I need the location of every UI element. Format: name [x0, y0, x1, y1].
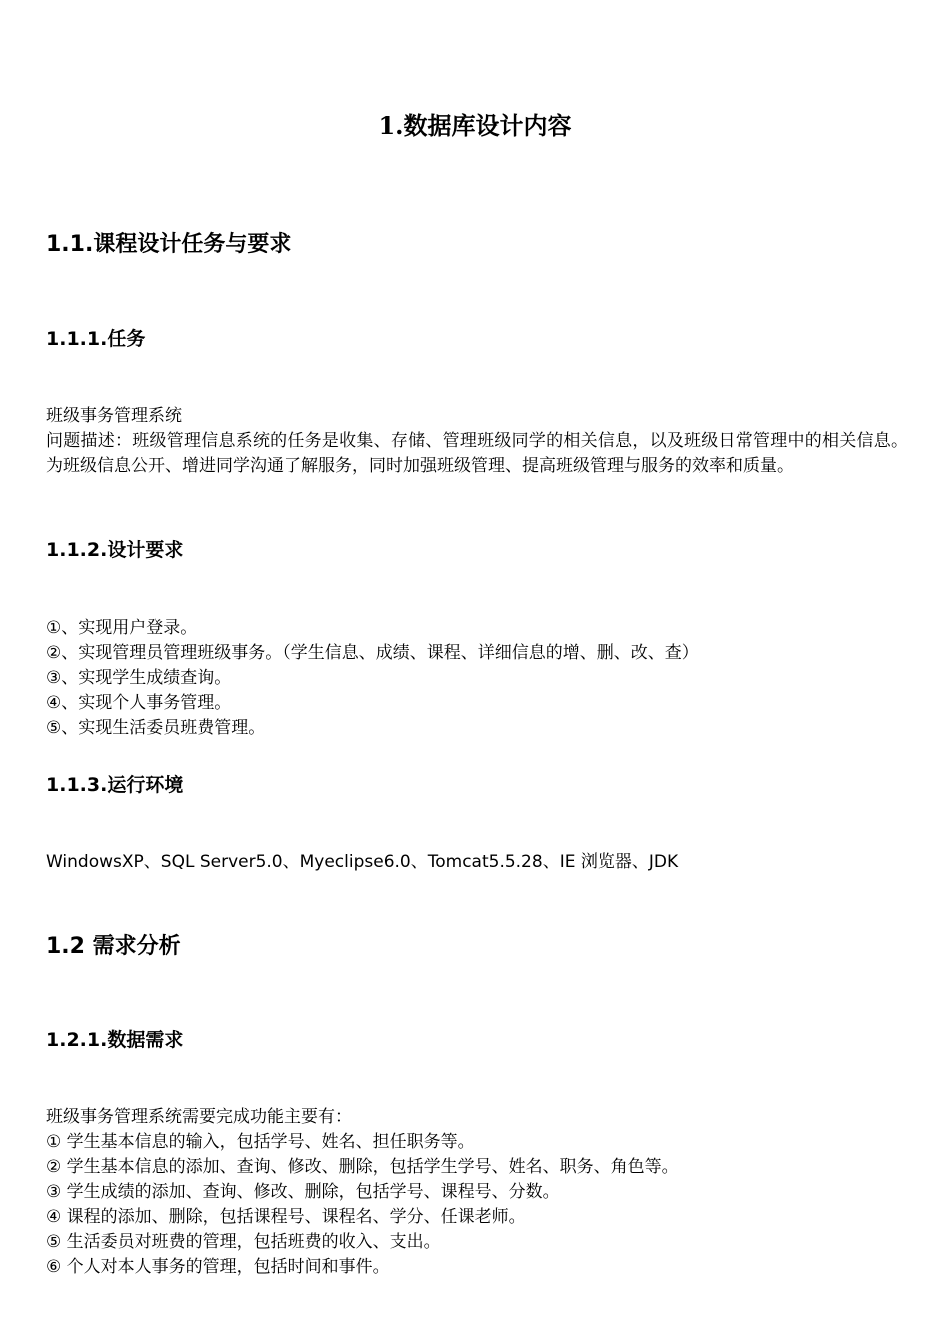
- requirement-item: ②、实现管理员管理班级事务。（学生信息、成绩、课程、详细信息的增、删、改、查）: [46, 643, 699, 663]
- subsection-heading-1-2-1: 1.2.1.数据需求: [46, 1029, 184, 1051]
- subsection-heading-1-1-3: 1.1.3.运行环境: [46, 774, 184, 796]
- data-requirement-item: ① 学生基本信息的输入，包括学号、姓名、担任职务等。: [46, 1132, 475, 1152]
- data-requirement-item: ⑥ 个人对本人事务的管理，包括时间和事件。: [46, 1257, 390, 1277]
- data-requirement-item: ③ 学生成绩的添加、查询、修改、删除，包括学号、课程号、分数。: [46, 1182, 560, 1202]
- requirement-item: ④、实现个人事务管理。: [46, 693, 232, 713]
- design-requirements-list: [46, 616, 908, 741]
- problem-description-text: 问题描述：班级管理信息系统的任务是收集、存储、管理班级同学的相关信息，以及班级日常管理中的相关信息。为班级信息公开、增进同学沟通了解服务，同时加强班级管理、提高班级管理与服务的效率和质量。: [46, 431, 908, 476]
- document-title: 1.数据库设计内容: [378, 111, 572, 140]
- environment-text: WindowsXP、SQL Server5.0、Myeclipse6.0、Tomcat5.5.28、IE 浏览器、JDK: [46, 852, 679, 872]
- requirement-item: ⑤、实现生活委员班费管理。: [46, 718, 266, 738]
- requirement-item: ③、实现学生成绩查询。: [46, 668, 232, 688]
- subsection-heading-1-1-1: 1.1.1.任务: [46, 328, 146, 350]
- section-heading-1-1: 1.1.课程设计任务与要求: [46, 232, 292, 257]
- data-requirements-intro: 班级事务管理系统需要完成功能主要有：: [46, 1107, 352, 1127]
- environment-paragraph: [46, 850, 908, 875]
- section-heading-1-2: 1.2 需求分析: [46, 934, 181, 959]
- data-requirements-list: [46, 1105, 908, 1280]
- data-requirement-item: ④ 课程的添加、删除，包括课程号、课程名、学分、任课老师。: [46, 1207, 526, 1227]
- task-paragraph: [46, 404, 908, 479]
- requirement-item: ①、实现用户登录。: [46, 618, 198, 638]
- data-requirement-item: ⑤ 生活委员对班费的管理，包括班费的收入、支出。: [46, 1232, 441, 1252]
- subsection-heading-1-1-2: 1.1.2.设计要求: [46, 539, 184, 561]
- data-requirement-item: ② 学生基本信息的添加、查询、修改、删除，包括学生学号、姓名、职务、角色等。: [46, 1157, 679, 1177]
- system-name-text: 班级事务管理系统: [46, 406, 182, 426]
